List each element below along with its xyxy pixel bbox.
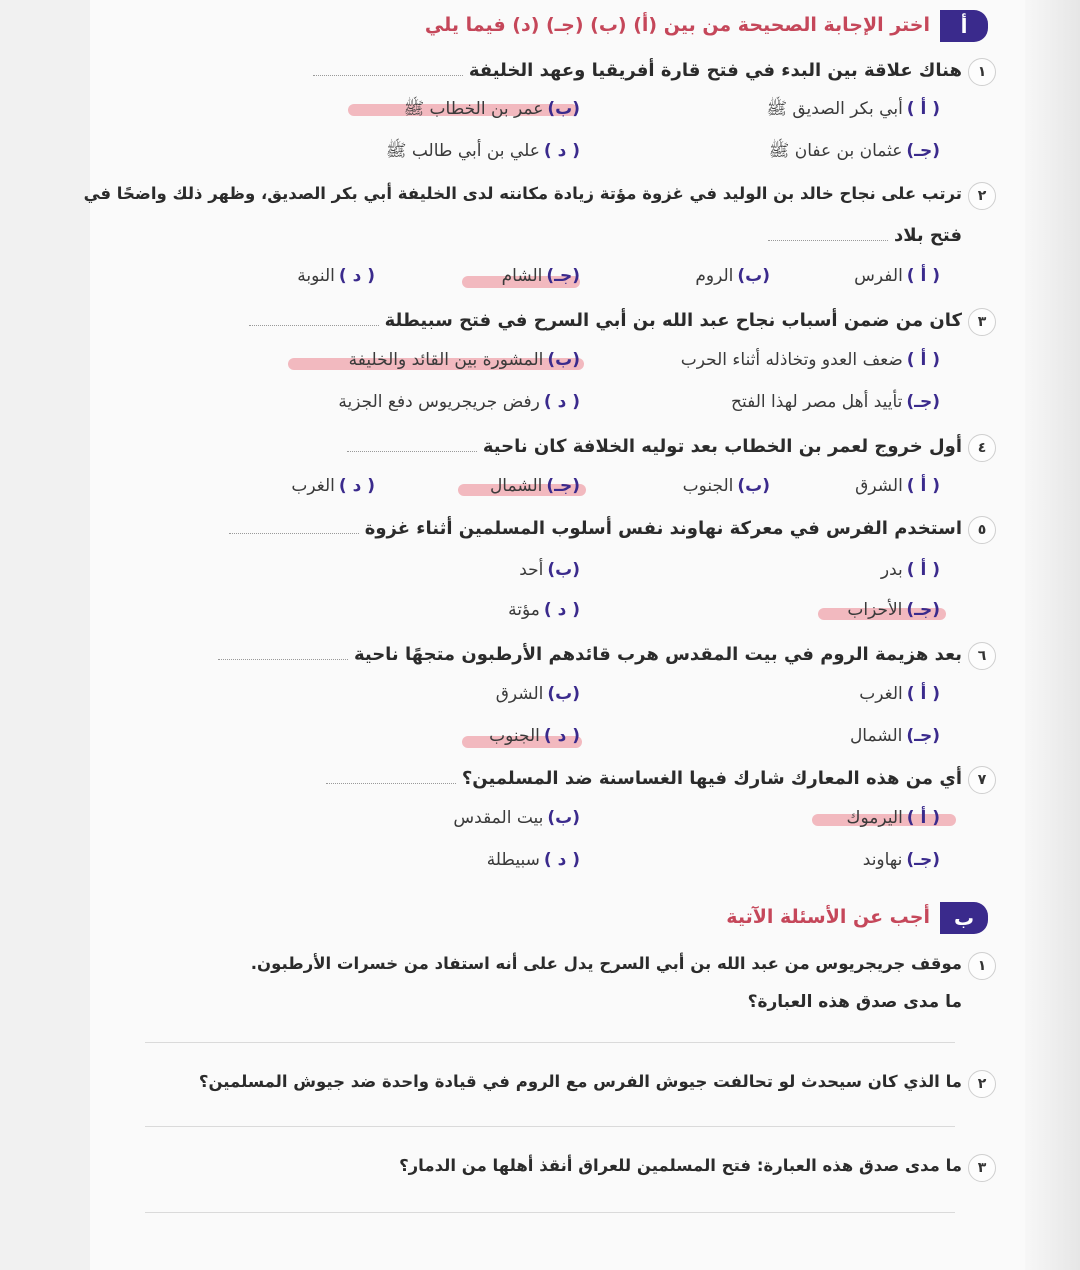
section-b-badge: ب [940, 902, 988, 934]
option-d[interactable]: ( د )سبيطلة [486, 850, 580, 870]
option-b[interactable]: (ب)بيت المقدس [453, 808, 580, 828]
option-d[interactable]: ( د )رفض جريجريوس دفع الجزية [338, 392, 580, 412]
option-a[interactable]: ( أ )الغرب [859, 684, 940, 704]
section-b-title: أجب عن الأسئلة الآتية [726, 906, 930, 928]
question-text: بعد هزيمة الروم في بيت المقدس هرب قائدهم الأرطبون متجهًا ناحية [218, 644, 962, 665]
question-number: ١ [968, 952, 996, 980]
option-d[interactable]: ( د )علي بن أبي طالب ﷺ [385, 141, 580, 161]
option-b[interactable]: (ب)الشرق [495, 684, 580, 704]
page-edge-shadow [1025, 0, 1080, 1270]
option-a[interactable]: ( أ )بدر [880, 560, 940, 580]
question-text: موقف جريجريوس من عبد الله بن أبي السرح يدل على أنه استفاد من خسرات الأرطبون. [250, 954, 962, 973]
question-number: ٣ [968, 1154, 996, 1182]
question-text: كان من ضمن أسباب نجاح عبد الله بن أبي السرح في فتح سبيطلة [249, 310, 962, 331]
question-text: أول خروج لعمر بن الخطاب بعد توليه الخلافة كان ناحية [347, 436, 962, 457]
question-number: ٣ [968, 308, 996, 336]
option-d[interactable]: ( د )مؤتة [508, 600, 580, 620]
option-a[interactable]: ( أ )ضعف العدو وتخاذله أثناء الحرب [680, 350, 940, 370]
option-b[interactable]: (ب)عمر بن الخطاب ﷺ [403, 99, 580, 119]
question-number: ٥ [968, 516, 996, 544]
option-c[interactable]: (جـ)تأييد أهل مصر لهذا الفتح [731, 392, 940, 412]
question-number: ١ [968, 58, 996, 86]
answer-line[interactable] [145, 1126, 955, 1127]
answer-line[interactable] [145, 1042, 955, 1043]
section-a-badge: أ [940, 10, 988, 42]
question-text-continued: ما مدى صدق هذه العبارة؟ [747, 992, 962, 1012]
question-text: ما مدى صدق هذه العبارة: فتح المسلمين للعراق أنقذ أهلها من الدمار؟ [399, 1156, 962, 1175]
question-text: استخدم الفرس في معركة نهاوند نفس أسلوب المسلمين أثناء غزوة [229, 518, 962, 539]
question-text: هناك علاقة بين البدء في فتح قارة أفريقيا وعهد الخليفة [313, 60, 962, 81]
option-d[interactable]: ( د )الجنوب [489, 726, 580, 746]
option-d[interactable]: ( د )الغرب [291, 476, 375, 496]
option-b[interactable]: (ب)الجنوب [682, 476, 770, 496]
option-c[interactable]: (جـ)الشمال [489, 476, 580, 496]
option-a[interactable]: ( أ )الفرس [854, 266, 940, 286]
question-text-continued: فتح بلاد [768, 225, 962, 246]
option-c[interactable]: (جـ)عثمان بن عفان ﷺ [768, 141, 940, 161]
option-c[interactable]: (جـ)الشام [501, 266, 580, 286]
question-number: ٤ [968, 434, 996, 462]
option-b[interactable]: (ب)المشورة بين القائد والخليفة [348, 350, 580, 370]
option-d[interactable]: ( د )النوبة [297, 266, 375, 286]
option-b[interactable]: (ب)الروم [695, 266, 770, 286]
section-a-title: اختر الإجابة الصحيحة من بين (أ) (ب) (جـ) (د) فيما يلي [424, 14, 930, 36]
question-number: ٢ [968, 182, 996, 210]
question-number: ٦ [968, 642, 996, 670]
option-a[interactable]: ( أ )الشرق [855, 476, 940, 496]
option-b[interactable]: (ب)أحد [519, 560, 580, 580]
question-number: ٢ [968, 1070, 996, 1098]
option-c[interactable]: (جـ)الأحزاب [847, 600, 940, 620]
option-c[interactable]: (جـ)نهاوند [862, 850, 940, 870]
question-number: ٧ [968, 766, 996, 794]
option-c[interactable]: (جـ)الشمال [849, 726, 940, 746]
question-text: ترتب على نجاح خالد بن الوليد في غزوة مؤتة زيادة مكانته لدى الخليفة أبي بكر الصديق، وظهر ذلك واضحًا في [83, 184, 962, 203]
question-text: ما الذي كان سيحدث لو تحالفت جيوش الفرس مع الروم في قيادة واحدة ضد جيوش المسلمين؟ [198, 1072, 962, 1091]
option-a[interactable]: ( أ )أبي بكر الصديق ﷺ [766, 99, 940, 119]
question-text: أي من هذه المعارك شارك فيها الغساسنة ضد المسلمين؟ [326, 768, 962, 789]
answer-line[interactable] [145, 1212, 955, 1213]
option-a[interactable]: ( أ )اليرموك [846, 808, 940, 828]
